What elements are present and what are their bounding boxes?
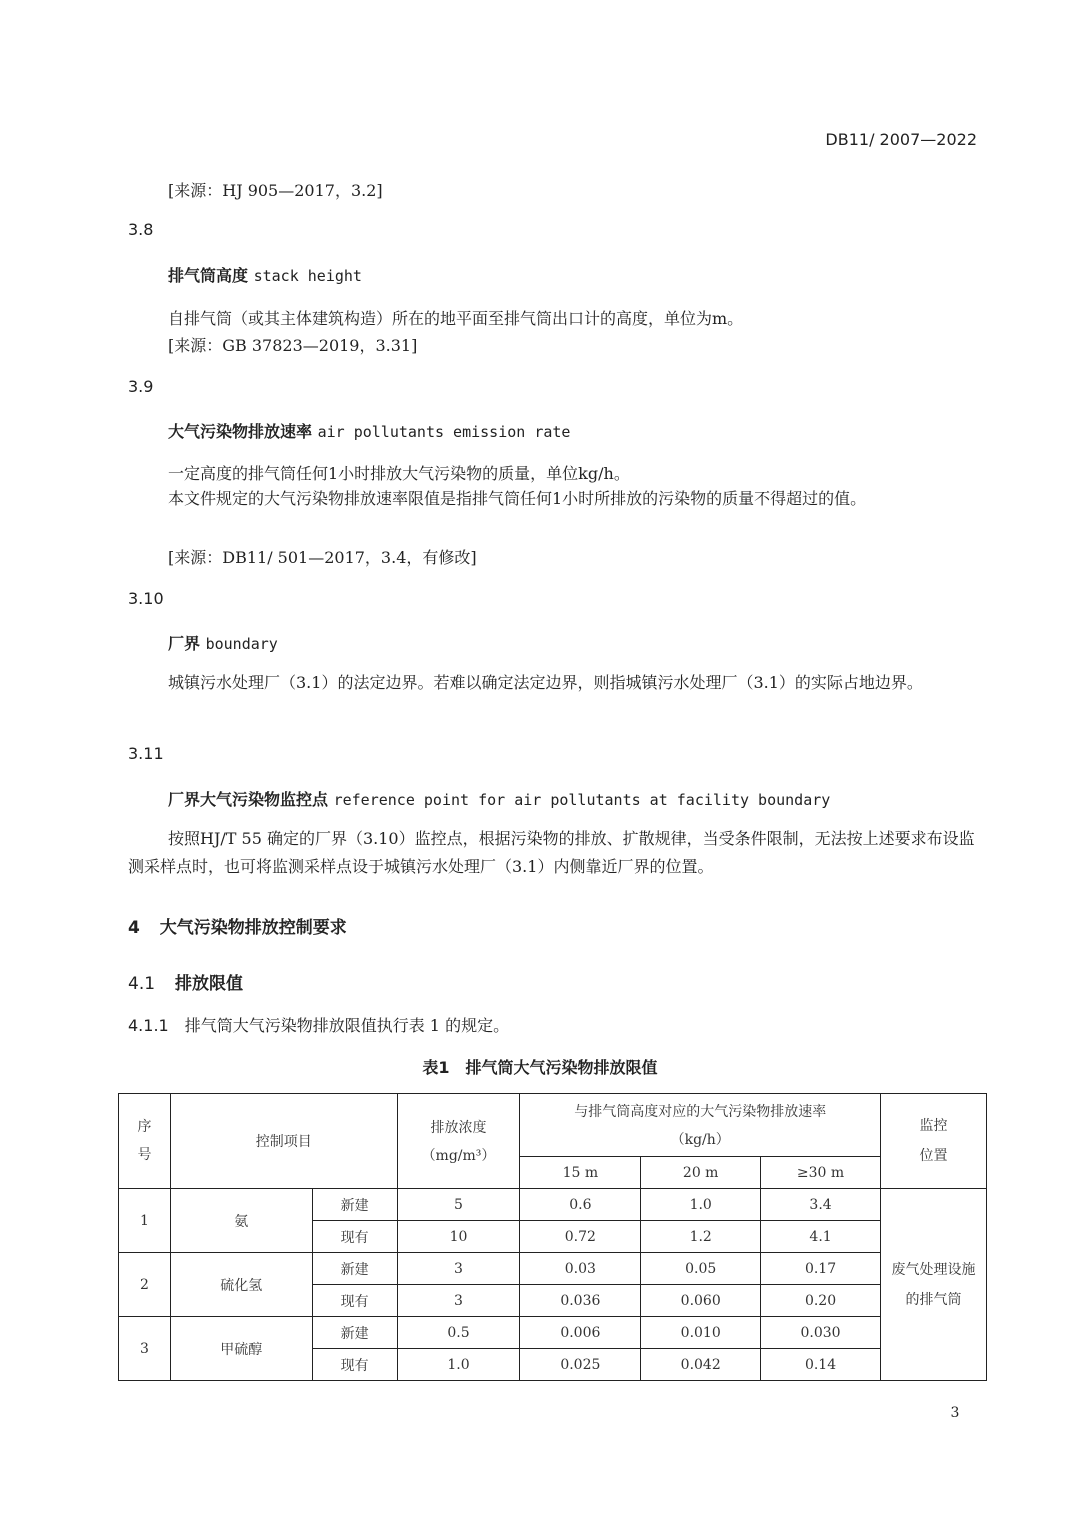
clause-text: 排气筒大气污染物排放限值执行表 1 的规定。 [184, 1016, 510, 1035]
cell-concentration: 3 [397, 1285, 520, 1317]
cell-rate-15m: 0.036 [520, 1285, 641, 1317]
term-definition: 一定高度的排气筒任何1小时排放大气污染物的质量，单位kg/h。 [168, 464, 630, 483]
section-heading [128, 913, 347, 938]
cell-rate-30m: 4.1 [761, 1221, 881, 1253]
cell-rate-20m: 0.010 [641, 1317, 761, 1349]
header-height-30m: ≥30 m [761, 1157, 881, 1189]
section-number: 4 [128, 918, 140, 938]
table-row [119, 1317, 987, 1349]
header-height-15m: 15 m [520, 1157, 641, 1189]
term-en: reference point for air pollutants at facility boundary [333, 791, 831, 809]
cell-concentration: 1.0 [397, 1349, 520, 1381]
cell-rate-20m: 0.042 [641, 1349, 761, 1381]
cell-location: 废气处理设施的排气筒 [880, 1189, 986, 1381]
source-citation: [来源：HJ 905—2017，3.2] [168, 181, 383, 200]
subsection-title: 排放限值 [174, 974, 243, 994]
source-citation: [来源：GB 37823—2019，3.31] [168, 336, 418, 355]
cell-type: 新建 [312, 1253, 397, 1285]
cell-rate-30m: 0.17 [761, 1253, 881, 1285]
cell-seq: 1 [119, 1189, 171, 1253]
cell-rate-20m: 0.060 [641, 1285, 761, 1317]
cell-type: 新建 [312, 1189, 397, 1221]
cell-seq: 2 [119, 1253, 171, 1317]
cell-rate-20m: 0.05 [641, 1253, 761, 1285]
cell-rate-30m: 0.20 [761, 1285, 881, 1317]
cell-type: 现有 [312, 1349, 397, 1381]
term-heading [168, 631, 278, 654]
cell-rate-15m: 0.03 [520, 1253, 641, 1285]
document-code: DB11/ 2007—2022 [825, 130, 977, 149]
cell-rate-30m: 0.14 [761, 1349, 881, 1381]
cell-type: 现有 [312, 1285, 397, 1317]
table-row [119, 1253, 987, 1285]
cell-concentration: 3 [397, 1253, 520, 1285]
term-definition: 按照HJ/T 55 确定的厂界（3.10）监控点，根据污染物的排放、扩散规律，当受条件限制，无法按上述要求布设监测采样点时，也可将监测采样点设于城镇污水处理厂（3.1）内侧靠近厂界的位置。 [128, 829, 975, 876]
table-row [119, 1189, 987, 1221]
term-heading [168, 263, 362, 286]
term-zh: 排气筒高度 [168, 266, 249, 285]
header-height-20m: 20 m [641, 1157, 761, 1189]
clause-4-1-1 [128, 1013, 509, 1036]
subsection-number: 4.1 [128, 974, 156, 994]
cell-type: 现有 [312, 1221, 397, 1253]
cell-rate-15m: 0.72 [520, 1221, 641, 1253]
cell-rate-20m: 1.2 [641, 1221, 761, 1253]
cell-rate-20m: 1.0 [641, 1189, 761, 1221]
section-title: 大气污染物排放控制要求 [159, 918, 347, 938]
clause-number: 3.11 [128, 744, 164, 763]
cell-rate-15m: 0.025 [520, 1349, 641, 1381]
cell-rate-30m: 0.030 [761, 1317, 881, 1349]
term-definition: 本文件规定的大气污染物排放速率限值是指排气筒任何1小时所排放的污染物的质量不得超过的值。 [168, 489, 867, 508]
clause-number: 4.1.1 [128, 1016, 169, 1035]
cell-pollutant: 氨 [170, 1189, 312, 1253]
term-en: stack height [253, 267, 362, 285]
table-caption: 表1 排气筒大气污染物排放限值 [422, 1058, 658, 1077]
term-zh: 厂界大气污染物监控点 [168, 790, 329, 809]
cell-pollutant: 硫化氢 [170, 1253, 312, 1317]
term-definition: 城镇污水处理厂（3.1）的法定边界。若难以确定法定边界，则指城镇污水处理厂（3.1）的实际占地边界。 [168, 673, 923, 692]
cell-rate-15m: 0.6 [520, 1189, 641, 1221]
cell-concentration: 5 [397, 1189, 520, 1221]
header-emission-rate: 与排气筒高度对应的大气污染物排放速率 （kg/h） [520, 1094, 881, 1157]
cell-pollutant: 甲硫醇 [170, 1317, 312, 1381]
cell-rate-30m: 3.4 [761, 1189, 881, 1221]
cell-concentration: 10 [397, 1221, 520, 1253]
header-seq: 序号 [119, 1094, 171, 1189]
page-number: 3 [950, 1405, 960, 1421]
header-item: 控制项目 [170, 1094, 397, 1189]
emission-limits-table [118, 1093, 987, 1381]
cell-rate-15m: 0.006 [520, 1317, 641, 1349]
term-zh: 大气污染物排放速率 [168, 422, 313, 441]
header-location: 监控位置 [880, 1094, 986, 1189]
cell-type: 新建 [312, 1317, 397, 1349]
clause-number: 3.8 [128, 220, 154, 239]
source-citation: [来源：DB11/ 501—2017，3.4，有修改] [168, 548, 477, 567]
subsection-heading [128, 969, 243, 994]
cell-seq: 3 [119, 1317, 171, 1381]
clause-number: 3.10 [128, 589, 164, 608]
term-zh: 厂界 [168, 634, 201, 653]
term-heading [168, 787, 830, 810]
term-en: air pollutants emission rate [317, 423, 571, 441]
term-en: boundary [205, 635, 278, 653]
cell-concentration: 0.5 [397, 1317, 520, 1349]
clause-number: 3.9 [128, 377, 154, 396]
term-heading [168, 419, 570, 442]
term-definition: 自排气筒（或其主体建筑构造）所在的地平面至排气筒出口计的高度，单位为m。 [168, 309, 744, 328]
header-concentration: 排放浓度 （mg/m³） [397, 1094, 520, 1189]
